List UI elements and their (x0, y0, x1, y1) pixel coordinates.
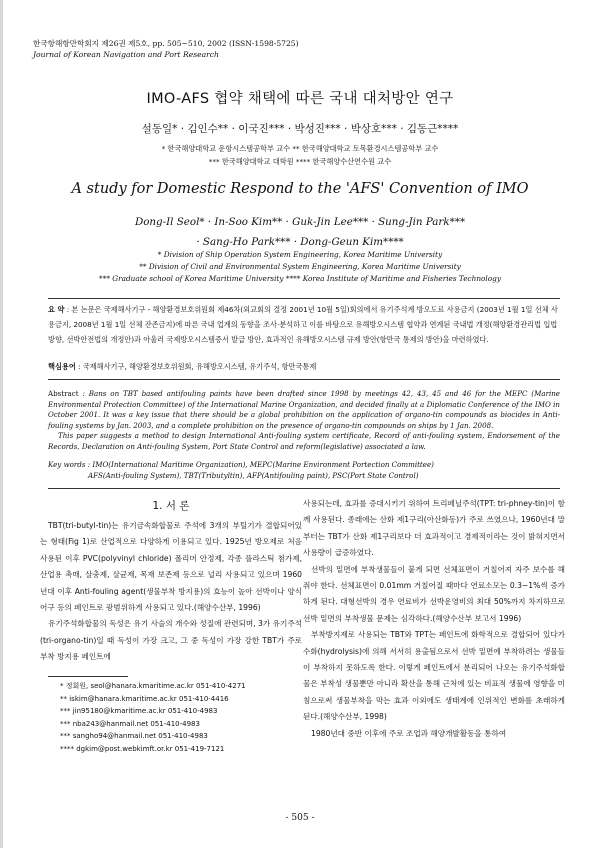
footnote: * 정회원, seol@hanara.kmaritime.ac.kr 051-410-4271 (60, 682, 246, 690)
affiliation-ko-line: *** 한국해양대학교 대학원 **** 한국해양수산연수원 교수 (208, 157, 392, 166)
abstract-ko-label: 요 약 (48, 305, 65, 314)
body-paragraph: 사용되는데, 효과를 증대시키기 위하여 트리페닐주석(TPT: tri-phney-tin)이 함께 사용된다. 종래에는 산화 제1구리(아산화동)가 주로 쓰였으나, 1960년대 말부터는 TBT가 산화 제1구리보다 더 효과적이고 경제적이라는 것이 밝혀지면서 사용량이 급증하였다. (303, 499, 565, 558)
authors-korean: 설동일* · 김인수** · 이국진*** · 박성진*** · 박상호*** · 김동근**** (141, 123, 459, 135)
affiliation-en-line: * Division of Ship Operation System Engineering, Korea Maritime University (157, 250, 443, 259)
authors-english (0, 212, 600, 252)
footnote-rule (48, 676, 128, 677)
footnote: *** jin95180@kmaritime.ac.kr 051-410-4983 (60, 707, 218, 716)
body-paragraph: 1980년대 중반 이후에 주로 조업과 해양개발활동을 통하여 (311, 728, 507, 738)
footnote: *** sangho94@hanmail.net 051-410-4983 (60, 732, 208, 741)
paper-title-english: A study for Domestic Respond to the 'AFS' Convention of IMO (71, 181, 529, 197)
left-column (40, 494, 302, 666)
keywords-en-line1: IMO(International Maritime Organization), MEPC(Marine Environment Portection Committee) (92, 460, 434, 469)
keywords-english (48, 460, 560, 481)
body-paragraph: TBT(tri-butyl-tin)는 유기금속화합물로 주석에 3개의 부틸기가 결합되어있는 형태(Fig 1)로 산업적으로 다양하게 이용되고 있다. 1925년 방오제로 처음 사용된 이후 PVC(polyvinyl chloride) 폴리머 안정제, 각종 플라스틱 첨가제, 산업용 촉매, 살충제, 살균제, 목재 보존제 등으로 널리 사용되고 있으며 1960년대 이후 Anti-fouling agent(생물부착 방지용)의 효능이 높아 선박이나 양식어구 등의 페인트로 광범위하게 사용되고 있다.(해양수산부, 1996) (40, 521, 302, 613)
footnote: **** dgkim@post.webkimft.or.kr 051-419-7121 (60, 744, 225, 753)
paper-title-korean: IMO-AFS 협약 채택에 따른 국내 대처방안 연구 (146, 91, 454, 107)
body-paragraph: 선박의 밑면에 부착생물들이 붙게 되면 선체표면이 거칠어져 자주 보수를 해줘야 한다. 선체표면이 0.01mm 거칠어질 때마다 연료소모는 0.3~1%씩 증가하게 된다. 대형선박의 경우 연료비가 선박운영비의 최대 50%까지 차지하므로 선박 밑면의 부착생물 문제는 심각하다.(해양수산부 보고서 1996) (303, 564, 565, 623)
abstract-korean (48, 302, 560, 347)
authors-en-line: Dong-Il Seol* · In-Soo Kim** · Guk-Jin Lee*** · Sung-Jin Park*** (134, 216, 466, 228)
body-paragraph: 유기주석화합물의 독성은 유기 사슬의 개수와 성질에 관련되며, 3가 유기주석(tri-organo-tin)일 때 독성이 가장 크고, 그 중 독성이 가장 강한 TBT가 주로 부착 방지용 페인트에 (40, 619, 302, 662)
affiliation-ko-line: * 한국해양대학교 운항시스템공학부 교수 ** 한국해양대학교 토목환경시스템공학부 교수 (161, 144, 439, 153)
journal-header-line1: 한국항해항만학회지 제26권 제5호, pp. 505~510, 2002 (ISSN-1598-5725) (33, 39, 299, 48)
abstract-top-rule (48, 298, 560, 299)
keywords-ko-label: 핵심용어 (48, 362, 76, 371)
affiliation-en-line: *** Graduate school of Korea Maritime University **** Korea Institute of Maritime and Fisheries Technology (99, 274, 501, 283)
right-column (303, 496, 565, 742)
abstract-en-label: Abstract (48, 389, 79, 398)
authors-en-line: · Sang-Ho Park*** · Dong-Geun Kim**** (196, 236, 404, 248)
journal-header-line2: Journal of Korean Navigation and Port Research (33, 50, 219, 59)
keywords-ko-text: : 국제해사기구, 해양환경보호위원회, 유해방오시스템, 유기주석, 항만국통제 (78, 362, 317, 371)
section-title-introduction: 1. 서 론 (152, 500, 190, 512)
abstract-bottom-rule (48, 488, 560, 489)
footnotes (60, 680, 246, 756)
keywords-korean (48, 362, 560, 372)
abstract-en-p2: This paper suggests a method to design International Anti-fouling system certificate, Record of anti-fouling system, Endorsement of the Records, Declaration on Anti-fouling System, Port State Control and reform(legislative) associated a law. (48, 431, 560, 451)
footnote: ** iskim@hanara.kmaritime.ac.kr 051-410-4416 (60, 694, 229, 703)
affiliations-korean (0, 142, 600, 168)
affiliation-en-line: ** Division of Civil and Environmental System Engineering, Korea Maritime University (139, 262, 461, 271)
keywords-en-label: Key words : (48, 460, 91, 469)
body-paragraph: 부착방지제로 사용되는 TBT와 TPT는 페인트에 화학적으로 결합되어 있다가 수화(hydrolysis)에 의해 서서히 용출됨으로서 선박 밑면에 부착하려는 생물들이 부착하지 못하도록 한다. 이렇게 페인트에서 분리되어 나오는 유기주석화합물은 부착성 생물뿐만 아니라 확산을 통해 근처에 있는 비표적 생물에 영향을 미침으로써 생물부착을 막는 효과 이외에도 생태계에 인위적인 변화를 초래하게 된다.(해양수산부, 1998) (303, 630, 565, 722)
abstract-english (48, 389, 560, 453)
page-number: - 505 - (285, 813, 315, 823)
abstract-ko-text: : 본 논문은 국제해사기구 - 해양환경보호위원회 제46차(외교회의 결정 2001년 10월 5일)회의에서 유기주석계 방오도료 사용금지 (2003년 1월 1일 선체 사용금지, 2008년 1월 1일 선체 잔존금지)에 따른 국내 업계의 동향을 조사·분석하고 이를 바탕으로 유해방오시스템 협약과 연계된 국내법 개정(해양환경관리법 입법 방향, 선박안전법의 개정안)과 아울러 국제방오시스템증서 발급 방안, 효과적인 유해방오시스템 규제 방안(항만국 통제의 방안)을 마련하였다. (48, 305, 558, 344)
keywords-en-line2: AFS(Anti-fouling System), TBT(Tributyltin), AFP(Antifouling paint), PSC(Port State Control) (88, 470, 419, 480)
abstract-en-p1: : Bans on TBT based antifouling paints have been drafted since 1998 by meetings 42, 43, 45 and 46 for the MEPC (Marine Environmental Protection Committee) of the International Marine Organization, and decided finally at a Diplomatic Conference of the IMO in October 2001. It was a key issue that there should be a global prohibition on the application of organo-tin compounds as biocides in Anti-fouling systems by Jan. 2003, and a complete prohibition on the presence of organo-tin compounds on ships by 1 Jan. 2008. (48, 389, 560, 430)
footnote: *** nba243@hanmail.net 051-410-4983 (60, 719, 200, 728)
affiliations-english (0, 249, 600, 285)
journal-header (33, 38, 299, 60)
abstract-divider-rule (48, 379, 560, 380)
